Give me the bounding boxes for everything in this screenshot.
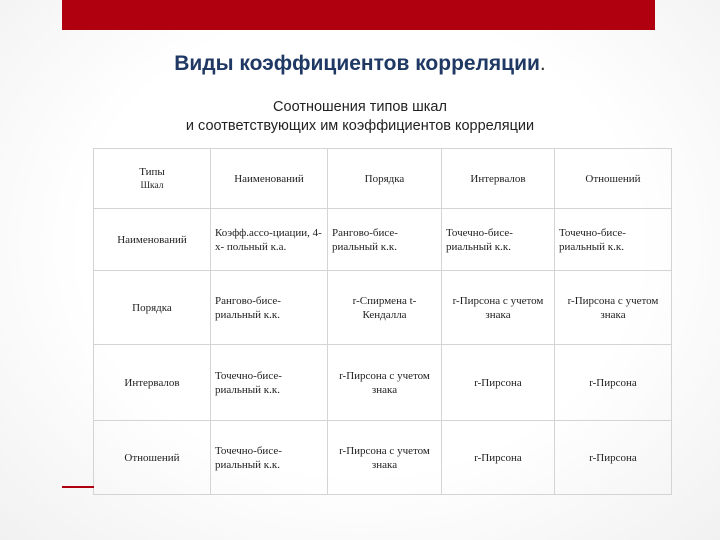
corner-label-types: Типы — [139, 165, 165, 178]
table-cell: r-Пирсона — [555, 345, 672, 421]
table-cell: Рангово-бисе-риальный к.к. — [328, 209, 442, 271]
table-cell: r-Спирмена t-Кендалла — [328, 271, 442, 345]
subtitle-line-1: Соотношения типов шкал — [273, 99, 447, 115]
table-row — [94, 271, 672, 345]
table-cell: Точечно-бисе-риальный к.к. — [555, 209, 672, 271]
table-row — [94, 421, 672, 495]
table-cell: Точечно-бисе-риальный к.к. — [442, 209, 555, 271]
column-header: Отношений — [555, 149, 672, 209]
table-cell: Рангово-бисе-риальный к.к. — [211, 271, 328, 345]
table-header-row — [94, 149, 672, 209]
slide-title — [0, 52, 720, 76]
table-cell: Точечно-бисе-риальный к.к. — [211, 421, 328, 495]
table-cell: r-Пирсона с учетом знака — [328, 421, 442, 495]
subtitle-line-2: и соответствующих им коэффициентов корреляции — [185, 118, 535, 134]
corner-label-scales: Шкал — [140, 180, 164, 191]
column-header: Порядка — [328, 149, 442, 209]
table-cell: r-Пирсона — [442, 345, 555, 421]
table-cell: r-Пирсона — [442, 421, 555, 495]
table-cell: r-Пирсона с учетом знака — [328, 345, 442, 421]
correlation-table — [93, 148, 672, 495]
table-cell: r-Пирсона с учетом знака — [442, 271, 555, 345]
row-header: Наименований — [94, 209, 211, 271]
top-accent-bar — [62, 0, 655, 30]
table-row — [94, 209, 672, 271]
row-header: Отношений — [94, 421, 211, 495]
column-header: Интервалов — [442, 149, 555, 209]
slide-title-text: Виды коэффициентов корреляции — [174, 52, 540, 75]
table-cell: r-Пирсона с учетом знака — [555, 271, 672, 345]
bottom-accent-line — [62, 486, 94, 488]
table-cell: Коэфф.ассо-циации, 4-х- польный к.а. — [211, 209, 328, 271]
row-header: Интервалов — [94, 345, 211, 421]
column-header: Наименований — [211, 149, 328, 209]
slide-subtitle — [0, 98, 720, 136]
slide-title-dot: . — [539, 52, 546, 75]
table-row — [94, 345, 672, 421]
table-cell: r-Пирсона — [555, 421, 672, 495]
table-corner-cell — [94, 149, 211, 209]
table-cell: Точечно-бисе-риальный к.к. — [211, 345, 328, 421]
row-header: Порядка — [94, 271, 211, 345]
